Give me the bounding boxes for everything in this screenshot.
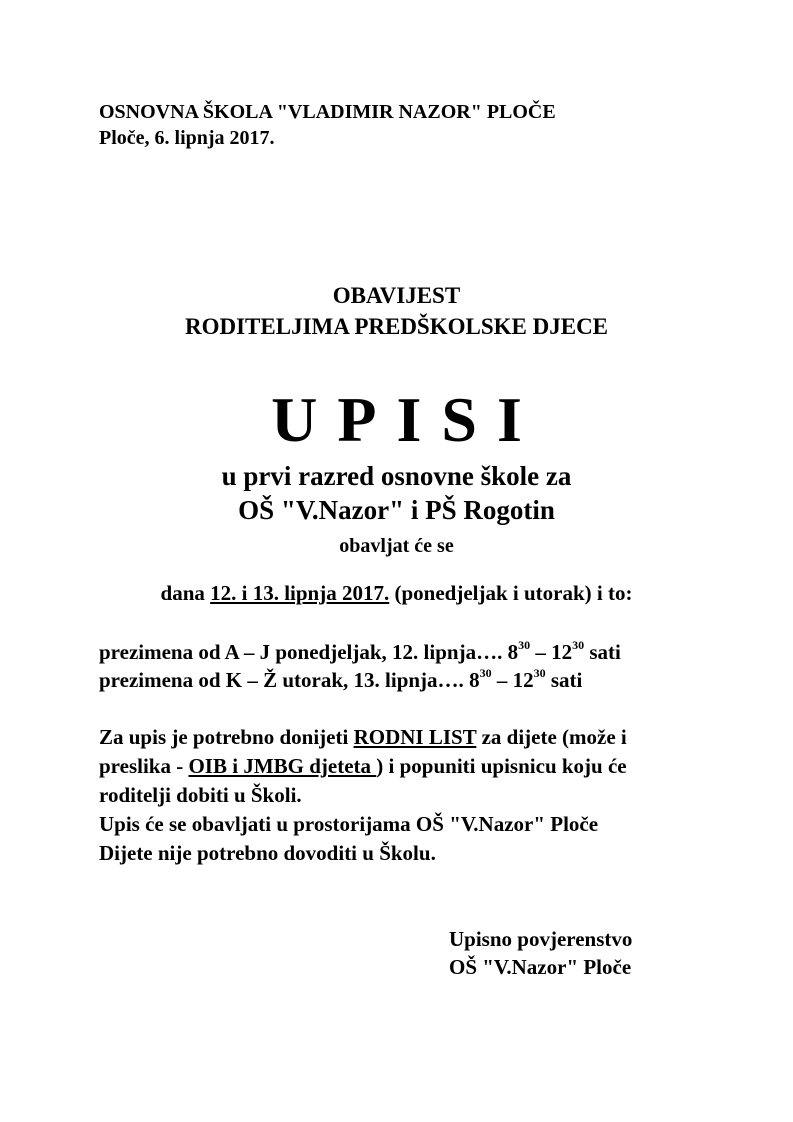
info-line-5: Dijete nije potrebno dovoditi u Školu. [99, 841, 436, 865]
signature-committee: Upisno povjerenstvo [449, 927, 633, 951]
subtitle-action: obavljat će se [339, 535, 454, 557]
info-line-1: Za upis je potrebno donijeti RODNI LIST za dijete (može i [99, 725, 627, 749]
info-line-4: Upis će se obavljati u prostorijama OŠ "V.Nazor" Ploče [99, 812, 599, 836]
enrollment-dates: dana 12. i 13. lipnja 2017. (ponedjeljak i utorak) i to: [160, 581, 633, 605]
birth-certificate-underlined: RODNI LIST [353, 725, 477, 749]
headline-upisi: UPISI [271, 384, 542, 455]
subtitle-schools: OŠ "V.Nazor" i PŠ Rogotin [238, 495, 555, 525]
notice-title: OBAVIJEST [332, 283, 461, 308]
info-line-2: preslika - OIB i JMBG djeteta ) i popuniti upisnicu koju će [99, 754, 627, 778]
subtitle-grade: u prvi razred osnovne škole za [221, 461, 572, 491]
signature-school: OŠ "V.Nazor" Ploče [449, 955, 632, 979]
notice-audience: RODITELJIMA PREDŠKOLSKE DJECE [184, 314, 609, 339]
school-name: OSNOVNA ŠKOLA "VLADIMIR NAZOR" PLOČE [99, 101, 556, 123]
schedule-row: prezimena od A – J ponedjeljak, 12. lipnja…. $8^{30} - 12^{30}$ sati [99, 638, 621, 664]
info-line-3: roditelji dobiti u Školi. [99, 783, 302, 807]
oib-jmbg-underlined: OIB i JMBG djeteta [188, 754, 377, 778]
dates-underlined: 12. i 13. lipnja 2017. [210, 581, 390, 605]
place-date: Ploče, 6. lipnja 2017. [99, 127, 275, 149]
schedule-row: prezimena od K – Ž utorak, 13. lipnja…. $8^{30} - 12^{30}$ sati [99, 666, 583, 692]
